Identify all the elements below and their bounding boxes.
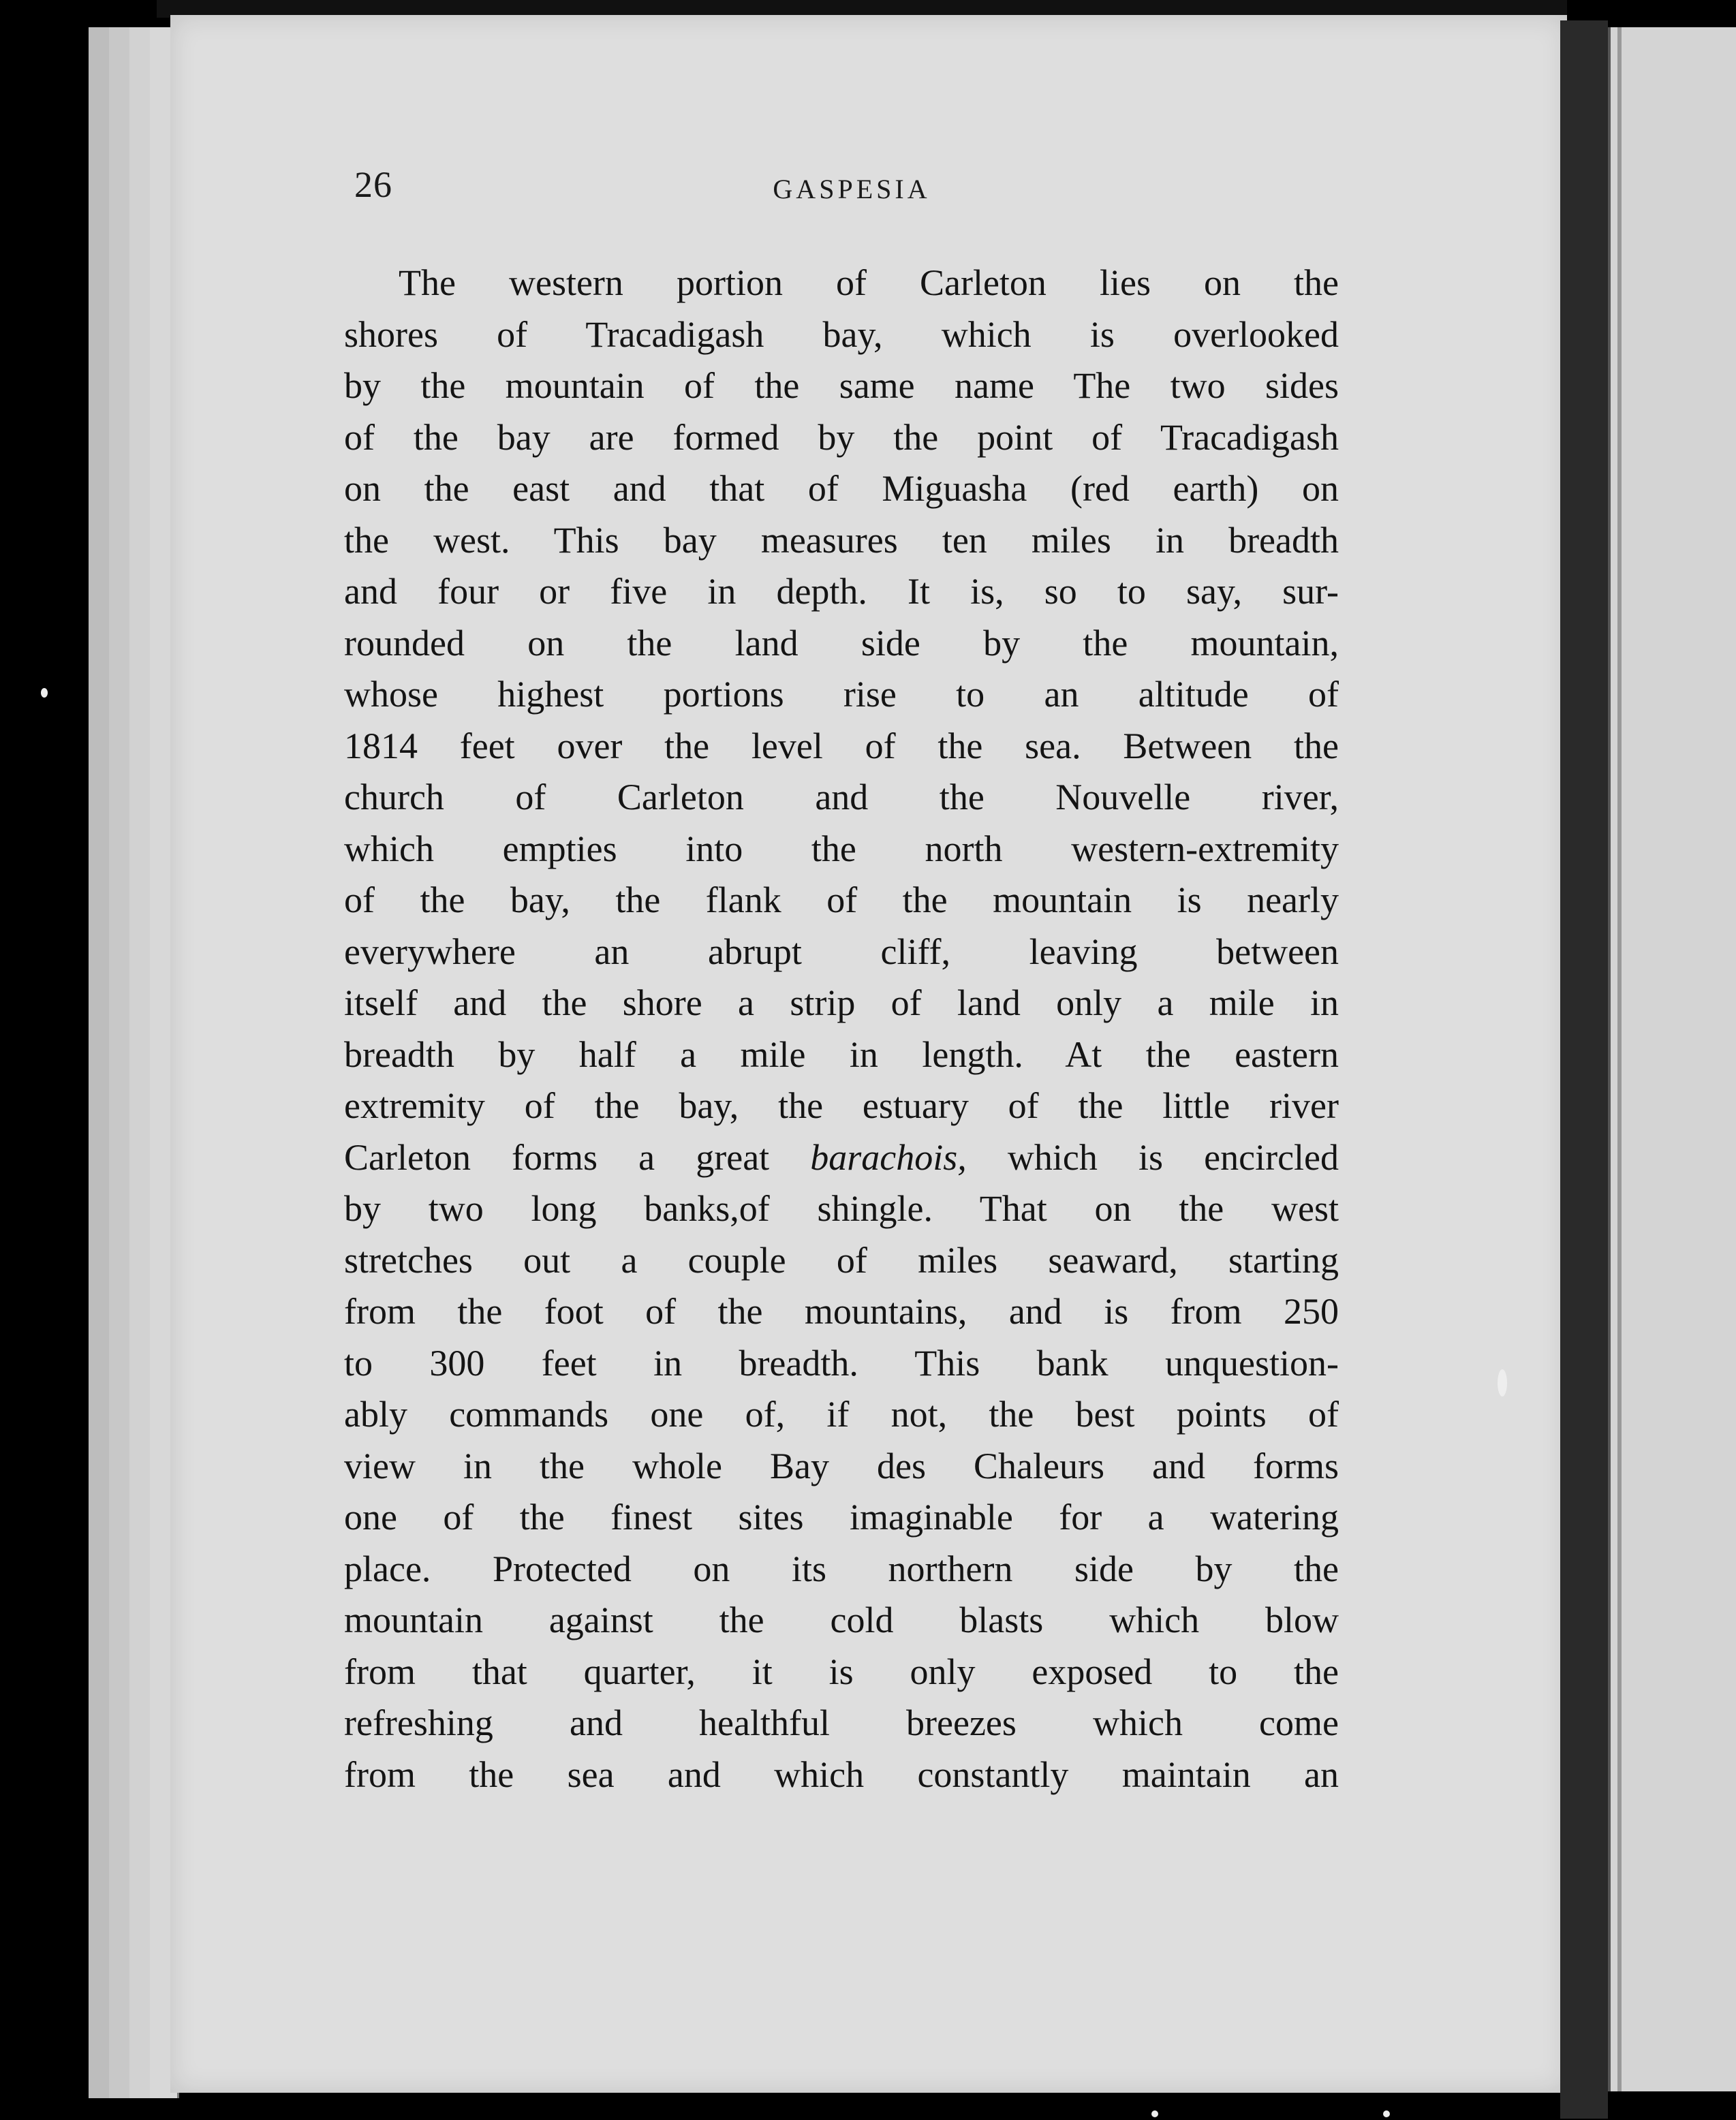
scan-speck	[1151, 2110, 1158, 2117]
scan-speck	[1383, 2110, 1390, 2117]
text-line: by two long banks,of shingle. That on the west	[344, 1188, 1339, 1229]
text-line: 1814 feet over the level of the sea. Between the	[344, 725, 1339, 766]
text-line	[344, 1132, 1339, 1184]
text-line: ably commands one of, if not, the best points of	[344, 1394, 1339, 1435]
text-segment: which is encircled	[1007, 1136, 1339, 1178]
text-line: place. Protected on its northern side by the	[344, 1548, 1339, 1589]
text-line: of the bay, the flank of the mountain is nearly	[344, 879, 1339, 920]
text-line: The western portion of Carleton lies on the	[399, 262, 1339, 303]
text-line: mountain against the cold blasts which blow	[344, 1600, 1339, 1640]
text-line: which empties into the north western-extremity	[344, 828, 1339, 869]
page-number: 26	[354, 164, 392, 205]
running-head: GASPESIA	[773, 174, 931, 204]
text-line: from the sea and which constantly maintain an	[344, 1753, 1339, 1795]
right-page-edge	[1608, 27, 1736, 2091]
body-paragraph	[344, 258, 1339, 1801]
text-line: everywhere an abrupt cliff, leaving between	[344, 931, 1339, 972]
text-line: to 300 feet in breadth. This bank unquestion-	[344, 1342, 1339, 1384]
text-line: refreshing and healthful breezes which come	[344, 1702, 1339, 1743]
text-line: one of the finest sites imaginable for a watering	[344, 1497, 1339, 1538]
text-line: stretches out a couple of miles seaward, starting	[344, 1239, 1339, 1281]
text-line: the west. This bay measures ten miles in breadth	[344, 519, 1339, 561]
text-line: from the foot of the mountains, and is from 250	[344, 1291, 1339, 1332]
page-header	[354, 163, 1349, 218]
scan-speck	[1498, 1369, 1507, 1397]
text-line: breadth by half a mile in length. At the eastern	[344, 1033, 1339, 1075]
text-line: itself and the shore a strip of land only a mile in	[344, 982, 1339, 1023]
text-line: church of Carleton and the Nouvelle river,	[344, 777, 1339, 817]
text-line: by the mountain of the same name The two sides	[344, 365, 1339, 406]
right-page-inner-edge	[1617, 27, 1622, 2091]
scan-speck	[41, 688, 48, 698]
text-line: rounded on the land side by the mountain,	[344, 622, 1339, 664]
text-line: extremity of the bay, the estuary of the little river	[344, 1085, 1339, 1126]
text-line: view in the whole Bay des Chaleurs and forms	[344, 1445, 1339, 1486]
text-line: shores of Tracadigash bay, which is overlooked	[344, 313, 1339, 355]
book-gutter	[1560, 20, 1608, 2119]
text-segment: Carleton forms a great	[344, 1136, 770, 1178]
text-line: whose highest portions rise to an altitude of	[344, 674, 1339, 715]
text-line: of the bay are formed by the point of Tracadigash	[344, 416, 1339, 458]
text-line: from that quarter, it is only exposed to the	[344, 1651, 1339, 1692]
text-line: on the east and that of Miguasha (red earth) on	[344, 468, 1339, 509]
text-line: and four or five in depth. It is, so to say, sur-	[344, 571, 1339, 612]
italic-word: barachois,	[810, 1136, 967, 1178]
